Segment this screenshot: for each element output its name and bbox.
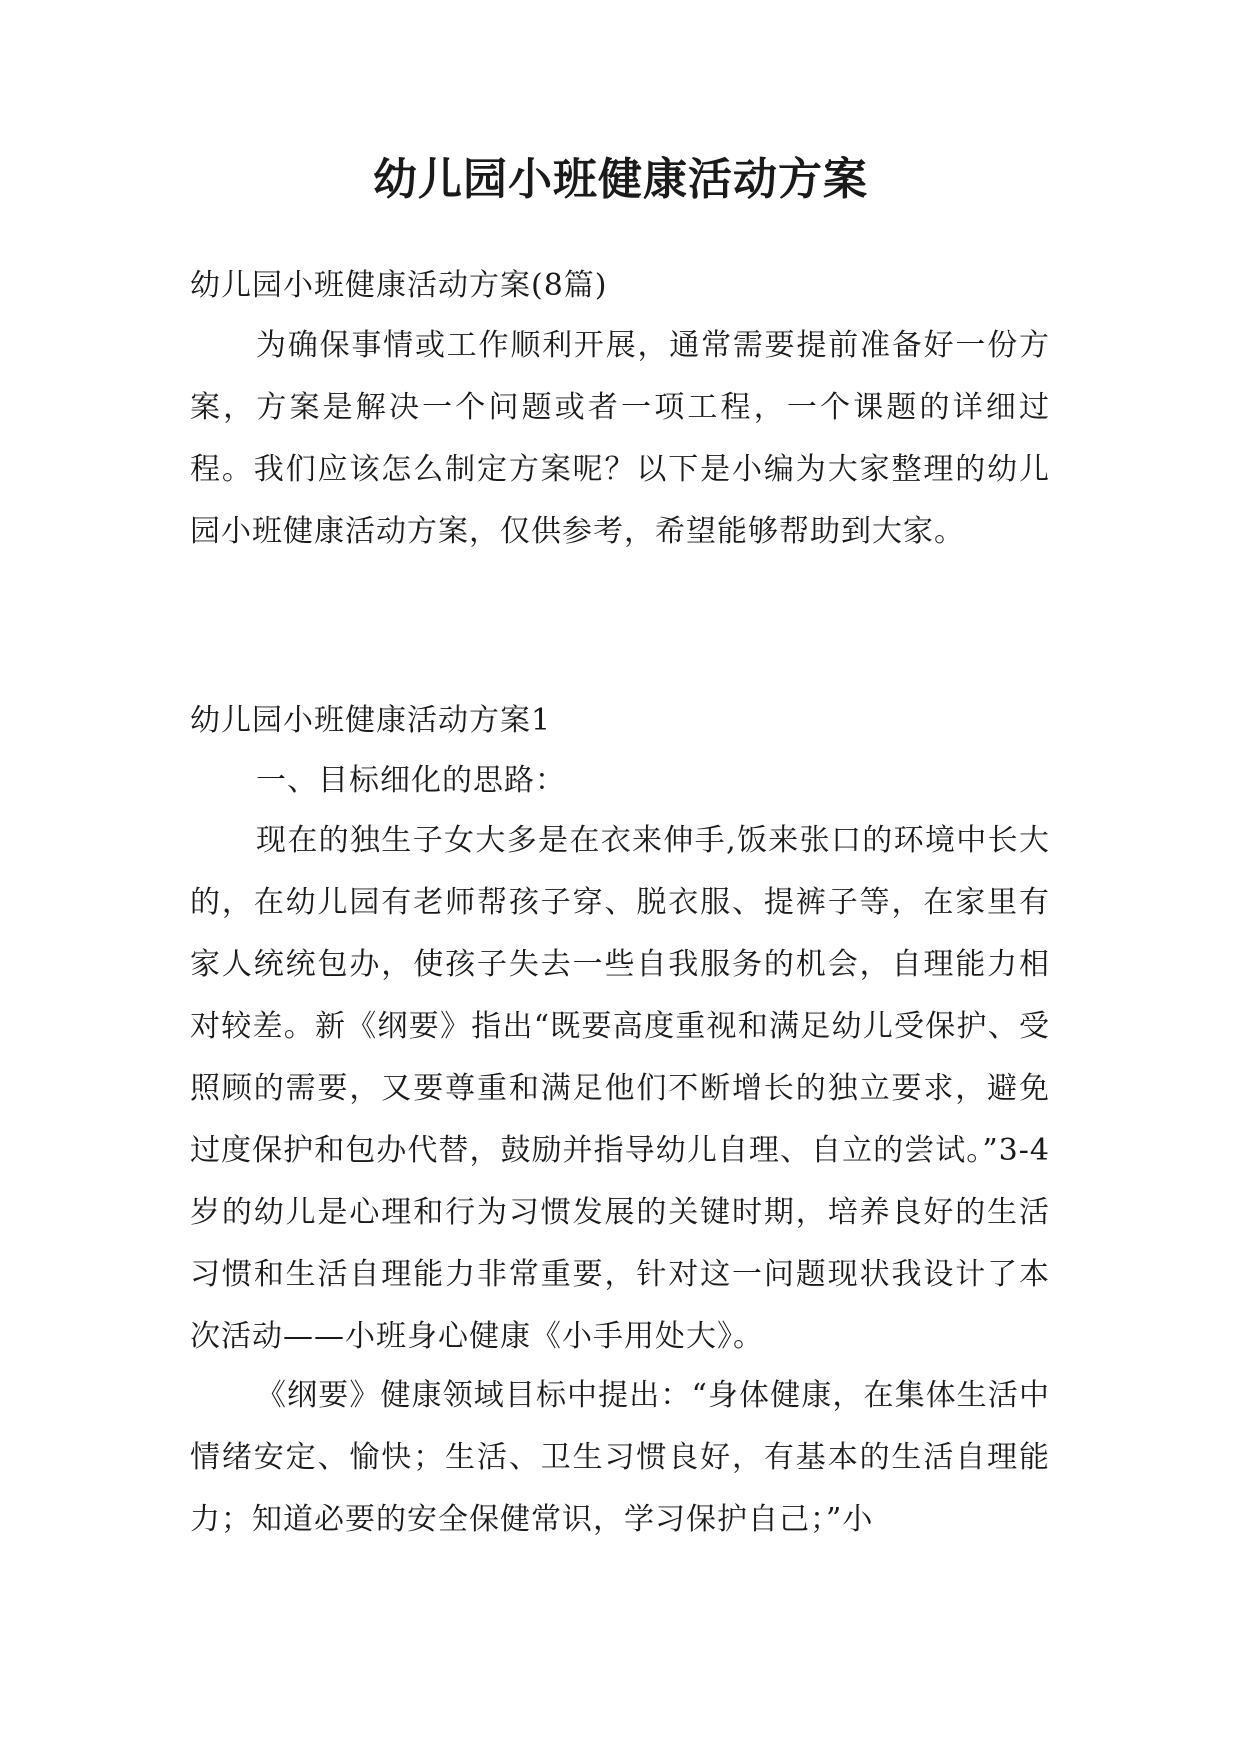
document-title: 幼儿园小班健康活动方案 — [373, 154, 868, 205]
section-heading: 幼儿园小班健康活动方案1 — [190, 703, 552, 738]
body-paragraph: 《纲要》健康领域目标中提出：“身体健康，在集体生活中情绪安定、愉快；生活、卫生习惯良好，有基本的生活自理能力；知道必要的安全保健常识，学习保护自己；”小 — [190, 1378, 1050, 1537]
intro-paragraph: 为确保事情或工作顺利开展，通常需要提前准备好一份方案，方案是解决一个问题或者一项工程，一个课题的详细过程。我们应该怎么制定方案呢？以下是小编为大家整理的幼儿园小班健康活动方案，仅供参考，希望能够帮助到大家。 — [190, 328, 1050, 549]
body-paragraph: 现在的独生子女大多是在衣来伸手,饭来张口的环境中长大的，在幼儿园有老师帮孩子穿、脱衣服、提裤子等，在家里有家人统统包办，使孩子失去一些自我服务的机会，自理能力相对较差。新《纲要》指出“既要高度重视和满足幼儿受保护、受照顾的需要，又要尊重和满足他们不断增长的独立要求，避免过度保护和包办代替，鼓励并指导幼儿自理、自立的尝试。”3-4岁的幼儿是心理和行为习惯发展的关键时期，培养良好的生活习惯和生活自理能力非常重要，针对这一问题现状我设计了本次活动——小班身心健康《小手用处大》。 — [190, 823, 1050, 1354]
document-subtitle: 幼儿园小班健康活动方案(8篇) — [190, 268, 608, 303]
section-point-heading: 一、目标细化的思路： — [256, 763, 566, 798]
